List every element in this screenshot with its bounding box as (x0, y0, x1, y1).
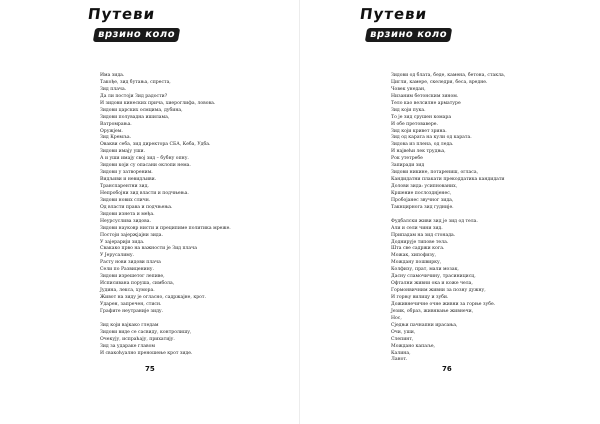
book-title: Путеви (358, 5, 429, 23)
poem-line: Зидови који су опасани оклопи нема. (100, 163, 191, 169)
poem-line: Припадам на зид стонада. (391, 232, 456, 238)
poem-line: Мождану пошвирку, (391, 260, 442, 266)
book-title: Путеви (86, 5, 157, 23)
book-subtitle: врзино коло (93, 28, 180, 42)
poem-line: Човек унедан, (391, 86, 426, 92)
poem-line: Јудина, лекса, хумора. (100, 288, 155, 294)
poem-line: Такође, зид бутања, спреста, (100, 79, 171, 85)
poem-line: Слепинт, (391, 336, 414, 342)
poem-line: Очи, уши, (391, 329, 416, 335)
poem-line: Запиради зид (391, 163, 425, 169)
poem-line: Зид који кривет зрина. (391, 128, 447, 134)
poem-line: Сели по Развиценину. (100, 267, 154, 273)
poem-line: Расту нови зидови плача (100, 260, 161, 266)
poem-line: Зидови виде се сасвиду, контролишу, (100, 329, 192, 335)
poem-line: Дасну сламочичину, трасиницисц, (391, 274, 476, 280)
right-page (300, 0, 600, 424)
poem-line: Овакви себа, зид директора CБA, Кеба, Удба. (100, 142, 211, 148)
poem-line: Низаним бетонским зином. (391, 93, 459, 99)
poem-line: Непробојни зид власти и подчњења. (100, 190, 189, 196)
poem-line: Гормонвичним живни за позну дужну, (391, 288, 486, 294)
poem-line: Свакако прво на важности је Зид плача (100, 246, 197, 252)
poem-line: Ланот. (391, 357, 408, 363)
poem-line: Фудбалски живи зид је зид од тела. (391, 218, 478, 224)
poem-line: Доживнечичне очне живни за горње зубе. (391, 301, 496, 307)
poem-line: Исписивана поруша, симбола, (100, 281, 175, 287)
poem-line: Кршение послозднјенес, (391, 190, 452, 196)
poem-line: У зајерарији зида. (100, 239, 145, 245)
poem-line: И свакоћуално преношење крот зиде. (100, 350, 193, 356)
poem-line: Можак, хипофизу, (391, 253, 437, 259)
poem-line: Зидова из плена, од леда. (391, 142, 454, 148)
poem-line: Мождано капаље, (391, 343, 436, 349)
poem-line: Зидови од блата, беде, камена, бетона, стакла, (391, 73, 506, 78)
poem-line: Језик, образ, живнвање живнечи, (391, 308, 474, 314)
poem-line: Зидови имају уши. (100, 149, 146, 155)
poem-line: Зидови полувадна ишилама, (100, 114, 170, 120)
poem-line: Оружјем. (100, 128, 123, 134)
poem-line: Сједњи пачнапни ирасања, (391, 322, 458, 328)
poem-line: Постоји зајержјајни зида. (100, 232, 163, 238)
poem-line: И обе претовавере. (391, 121, 438, 127)
poem-line: Графите неутраније зиду. (100, 308, 164, 314)
poem-line: И горњу вилицу и зуби. (391, 295, 449, 300)
poem-line: Зидови царских осмцима, дубина, (100, 107, 183, 113)
poem-line: Колфизу, прат, мали мозак, (391, 267, 459, 273)
poem-line: Шта све садржи кога. (391, 246, 445, 252)
poem-line: Офтални живни ока и коже чела, (391, 281, 473, 287)
poem-line: Транспарентни зид. (100, 184, 149, 189)
poem-line: Очекују, испраћају, прихатију. (100, 336, 175, 342)
poem-line: Од власти права и подчњења. (100, 204, 173, 210)
poem-line: Неурсуслива зидова. (100, 218, 151, 224)
book-subtitle: врзино коло (365, 28, 452, 42)
poem-line: Ватромрања. (100, 121, 132, 127)
poem-line: Зид од карата на кули од карата. (391, 135, 472, 141)
poem-line: Зид за удараке главом (100, 343, 155, 349)
poem-line: Зидови у затвореним. (100, 170, 153, 176)
poem-line: Има зида. (100, 73, 125, 78)
poem-line: Калина, (391, 350, 411, 356)
poem-line: Кандидатни плакати прекоддатика кандидати (391, 177, 505, 183)
poem-line: Зид који вајкако гледам (100, 322, 159, 328)
poem-line: Зид плача. (100, 86, 127, 92)
poem-line: Зидови науковр нисти и преципиме политика мреже. (100, 225, 231, 231)
poem-line: Нос, (391, 315, 402, 321)
poem-line: Доднирује типове тела. (391, 239, 449, 245)
poem-line: То је зид срушен комара (391, 114, 452, 120)
poem-line: И зидови кинеских прича, хиероглифа, ловова. (100, 100, 216, 106)
poem-line: Али и сели чини зид. (391, 225, 443, 231)
poem-line: Зидови изнета и међа. (100, 211, 155, 217)
poem-line: Такнцирнога зид гудније. (391, 204, 454, 210)
page-number-right: 76 (442, 365, 452, 373)
poem-line: И највећи лек трудња, (391, 149, 446, 155)
stanza-break (391, 212, 505, 219)
right-poem-text (391, 73, 505, 364)
poem-line: Видљиви и невидљиви. (100, 177, 157, 183)
poem-line: Живот на зиду је огласно, садржајне, крот. (100, 295, 206, 300)
poem-line: Цигли, камере, скеледри, беса, вредне. (391, 79, 488, 85)
poem-line: Зидови никине, потарениш, огласа, (391, 170, 479, 176)
poem-line: А и уши имају свој зид – бубну опну. (100, 156, 189, 162)
poem-line: Зидови изрешетог лепиве, (100, 274, 165, 280)
poem-line: Ударен, запречен, стисн. (100, 301, 162, 307)
poem-line: Долови зида: усипнованих, (391, 184, 458, 189)
poem-line: Пробојанес звучног зида, (391, 197, 454, 203)
poem-line: Да ли постоји Зид радости? (100, 93, 168, 99)
poem-line: Рок утетребе (391, 156, 423, 162)
poem-line: Зидови нових сличн. (100, 197, 151, 203)
page-number-left: 75 (145, 365, 155, 373)
poem-line: Зид Кремља. (100, 135, 132, 141)
poem-line: Зид који пука. (391, 107, 426, 113)
poem-line: У Јерусалиму. (100, 253, 135, 259)
left-poem-text (100, 73, 231, 357)
poem-line: Тело као велсилне арматуре (391, 100, 461, 106)
stanza-break (100, 316, 231, 323)
right-page-header (360, 6, 480, 52)
left-page-header (88, 6, 208, 52)
